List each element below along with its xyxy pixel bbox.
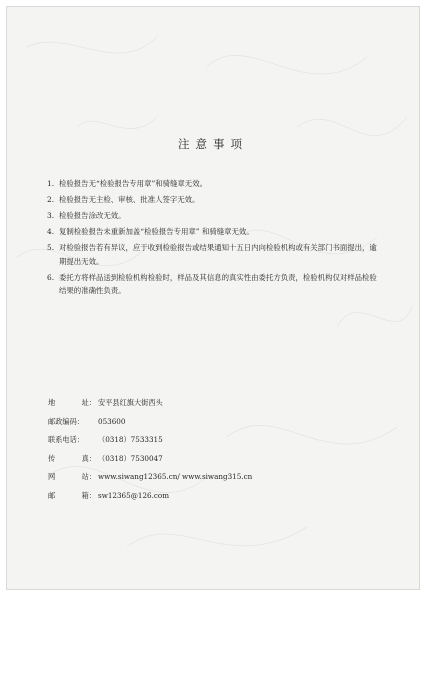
scanned-page — [6, 6, 420, 590]
label-char: 邮 — [48, 490, 56, 500]
label-char: 站： — [81, 472, 96, 481]
fax-value: （0318）7530047 — [98, 453, 163, 463]
label-char: 地 — [48, 398, 56, 407]
note-number: 4. — [47, 227, 55, 236]
address-label — [48, 394, 96, 413]
note-number: 5. — [47, 243, 55, 252]
website-label — [48, 468, 96, 487]
address-value: 安平县红旗大街西头 — [98, 398, 163, 407]
page-title: 注意事项 — [178, 137, 248, 151]
email-label — [48, 487, 96, 506]
phone-label: 联系电话： — [48, 435, 84, 444]
note-text: 检验报告无主检、审核、批准人签字无效。 — [59, 195, 200, 204]
address-row — [48, 394, 348, 413]
contact-info — [48, 394, 348, 505]
label-char: 箱： — [81, 490, 96, 500]
note-item-6 — [47, 271, 381, 298]
note-text: 复制检验报告未重新加盖“检验报告专用章” 和骑缝章无效。 — [59, 227, 254, 236]
phone-row — [48, 431, 348, 450]
postcode-value: 053600 — [98, 416, 126, 426]
email-value: sw12365@126.com — [98, 490, 170, 500]
fax-row — [48, 450, 348, 469]
note-number: 2. — [47, 195, 55, 204]
label-char: 传 — [48, 453, 56, 463]
notes-list — [47, 177, 381, 300]
note-item-5 — [47, 241, 381, 268]
website-row — [48, 468, 348, 487]
label-char: 址： — [81, 398, 96, 407]
note-text: 委托方将样品送到检验机构检验时，样品及其信息的真实性由委托方负责，检验机构仅对样品检验结果的准确性负责。 — [59, 272, 377, 295]
note-item-1 — [47, 177, 381, 191]
note-item-4 — [47, 225, 381, 239]
note-text: 对检验报告若有异议，应于收到检验报告或结果通知十五日内向检验机构或有关部门书面提出，逾期提出无效。 — [59, 243, 377, 266]
phone-value: （0318）7533315 — [98, 435, 163, 444]
note-number: 3. — [47, 211, 55, 220]
label-char: 网 — [48, 472, 56, 481]
note-item-3 — [47, 209, 381, 223]
postcode-row — [48, 413, 348, 432]
website-value: www.siwang12365.cn/ www.siwang315.cn — [98, 472, 253, 481]
fax-label — [48, 450, 96, 469]
note-text: 检验报告涂改无效。 — [59, 211, 126, 220]
note-item-2 — [47, 193, 381, 207]
label-char: 真： — [81, 453, 96, 463]
note-number: 1. — [47, 179, 55, 188]
note-number: 6. — [47, 272, 55, 282]
postcode-label: 邮政编码： — [48, 416, 84, 426]
email-row — [48, 487, 348, 506]
note-text: 检验报告无“检验报告专用章”和骑缝章无效。 — [59, 179, 207, 188]
